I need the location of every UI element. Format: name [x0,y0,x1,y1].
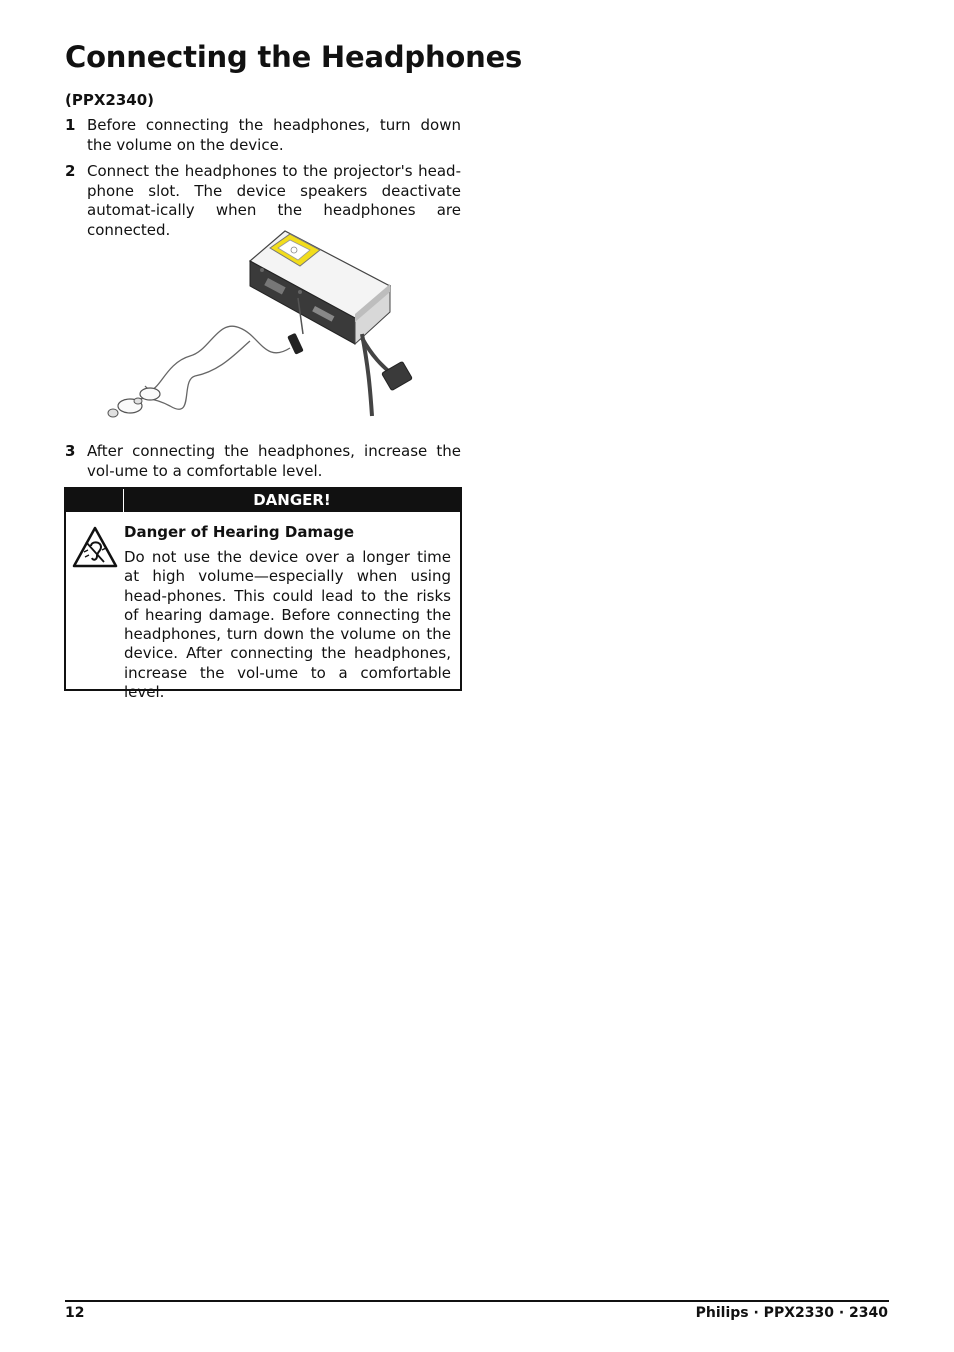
page-number: 12 [65,1305,85,1321]
page-title: Connecting the Headphones [65,40,523,74]
footer-rule [65,1300,889,1302]
danger-label: DANGER! [253,491,331,509]
danger-title: Danger of Hearing Damage [124,523,355,541]
danger-text: Do not use the device over a longer time at high volume—especially when using head-phones. This could lead to the risks of hearing damage. Before connecting the headphones, turn down the volume on the device. After connecting the headphones, increase the vol-ume to a comfortable level. [124,548,451,702]
step-text: Before connecting the headphones, turn down the volume on the device. [87,116,461,154]
step-number: 1 [65,116,76,134]
danger-header [66,489,460,512]
danger-notice [64,487,462,702]
step-3 [65,442,461,481]
model-subtitle: (PPX2340) [65,91,155,109]
step-text: Connect the headphones to the projector's head-phone slot. The device speakers deactivate automat-ically when the headphones are connected. [87,162,461,239]
step-number: 3 [65,442,76,460]
step-1 [65,116,461,155]
step-number: 2 [65,162,76,180]
projector-headphones-illustration [100,226,430,426]
hearing-damage-warning-icon [72,526,118,568]
step-text: After connecting the headphones, increase the vol-ume to a comfortable level. [87,442,461,480]
footer-brand: Philips · PPX2330 · 2340 [695,1305,888,1321]
